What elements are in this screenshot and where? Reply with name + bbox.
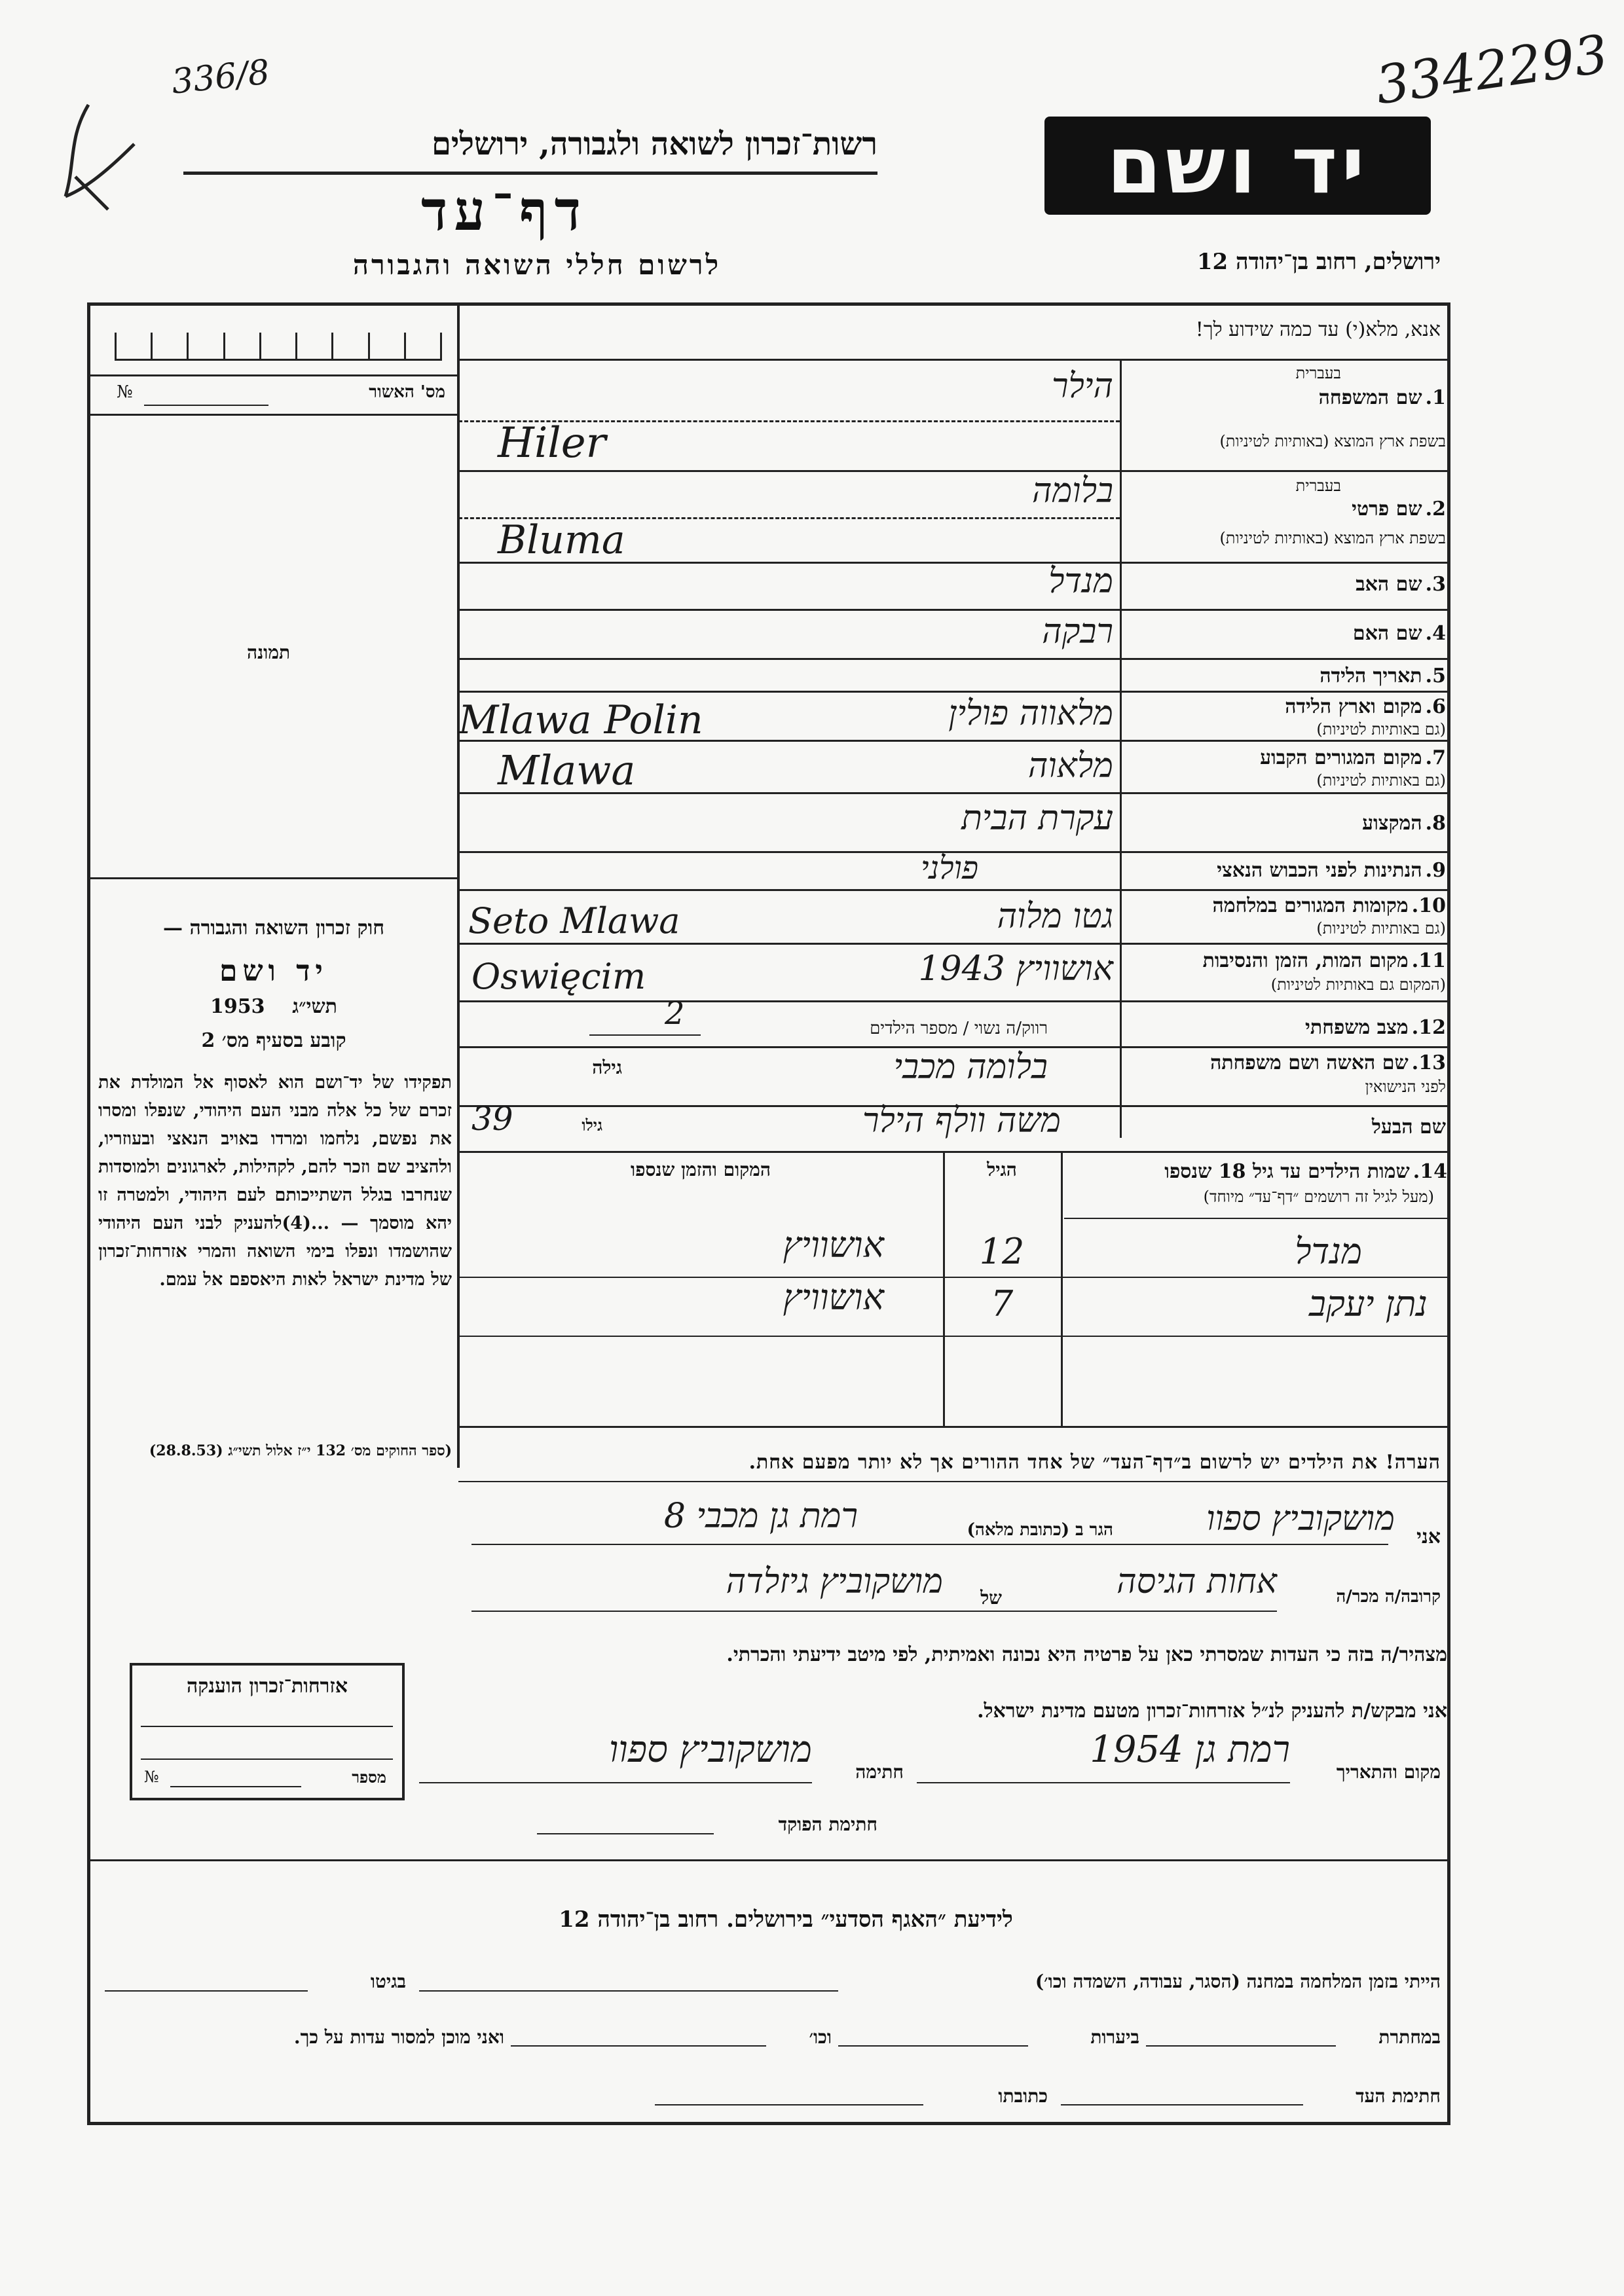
- law-name: יד ושם: [219, 955, 328, 988]
- stamp-number: 3342293: [1372, 23, 1612, 117]
- field-2-value-hebrew: בלומה: [1032, 471, 1113, 511]
- witness-line-1: [471, 1544, 1388, 1545]
- child-2-name: נתן יעקב: [1308, 1283, 1428, 1324]
- children-row-1-line: [458, 1277, 1450, 1278]
- footer-etc-label: וכו׳: [809, 2026, 832, 2048]
- footer-camp-text: הייתי בזמן המלחמה במחנה (הסגר, עבודה, השמדה וכו׳): [1035, 1971, 1441, 1992]
- field-13-age-label: גילה: [592, 1057, 622, 1078]
- field-6-sub: (גם באותיות לטיניות): [1316, 720, 1446, 738]
- field-7-sub: (גם באותיות לטיניות): [1316, 771, 1446, 790]
- child-2-age: 7: [990, 1283, 1014, 1324]
- left-panel-row-3: [88, 877, 458, 879]
- place-date-label: מקום והתאריך: [1336, 1761, 1441, 1783]
- row-line-5: [458, 691, 1450, 693]
- footer-ready-text: ואני מוכן למסור עדות על כך.: [293, 2026, 504, 2048]
- row-line-11: [458, 1000, 1450, 1002]
- footer-witness-signature-line: [1061, 2104, 1303, 2105]
- children-place-header: המקום והזמן שנספו: [631, 1159, 771, 1180]
- left-panel-row-2: [88, 414, 458, 416]
- witness-relation-label: קרובה/ה מכר/ה: [1336, 1587, 1441, 1607]
- footer-etc-line: [511, 2045, 766, 2047]
- footer-forests-label: ביערות: [1090, 2026, 1139, 2048]
- certificate-title: אזרחות־זכרון הוענקה: [186, 1675, 348, 1698]
- place-date-value: רמת גן 1954: [1090, 1728, 1290, 1771]
- field-12-children-count: 2: [665, 995, 685, 1032]
- row-line-10: [458, 943, 1450, 945]
- handwritten-check-mark: [62, 98, 141, 229]
- footer-address-line: [655, 2104, 923, 2105]
- witness-of-label: של: [980, 1587, 1002, 1609]
- field-10-sub: (גם באותיות לטיניות): [1316, 919, 1446, 938]
- field-12-count-line: [589, 1034, 701, 1036]
- law-section: קובע בסעיף מס׳ 2: [201, 1029, 346, 1052]
- certificate-number-label: מספר: [352, 1768, 386, 1787]
- field-11-value-hebrew: אושוויץ 1943: [918, 949, 1113, 989]
- field-9-value: פולני: [920, 850, 979, 886]
- field-10-label: 10. מקומות המגורים במלחמה: [1212, 894, 1446, 917]
- plea-text: אנא, מלא(י) עד כמה שידוע לך!: [1195, 318, 1441, 341]
- footer-underground-label: במחתרת: [1378, 2026, 1441, 2048]
- witness-line-2: [471, 1611, 1277, 1612]
- signature-label: חתימה: [855, 1761, 904, 1783]
- row-line-4: [458, 658, 1450, 660]
- note-line: הערה! את הילדים יש לרשום ב״דף־העד״ של אחד ההורים אך לא יותר מפעם אחת.: [748, 1451, 1441, 1474]
- witness-declaration: מצהיר/ה בזה כי העדות שמסרתי כאן על פרטיה היא נכונה ואמיתית, לפי מיטב ידיעתי והכרתי.: [726, 1643, 1447, 1666]
- children-age-header: הגיל: [987, 1159, 1017, 1180]
- husband-value: משה וולף הילר: [862, 1101, 1061, 1140]
- field-6-value-latin: Mlawa Polin: [458, 697, 703, 743]
- witness-address: רמת גן מכבי 8: [663, 1497, 858, 1536]
- field-1-sub: בשפת ארץ המוצא (באותיות לטיניות): [1219, 432, 1446, 450]
- field-9-label: 9. הנתינות לפני הכבוש הנאצי: [1217, 859, 1446, 882]
- field-3-value: מנדל: [1048, 562, 1113, 601]
- plea-divider: [458, 359, 1450, 361]
- children-note: (מעל לגיל זה רושמים ״דף־עד״ מיוחד): [1203, 1188, 1434, 1206]
- certificate-number-sign: №: [144, 1768, 159, 1786]
- child-1-age: 12: [979, 1231, 1025, 1272]
- law-year-gregorian: 1953: [210, 995, 265, 1018]
- certificate-number-line: [170, 1786, 301, 1787]
- footer-underground-line: [1146, 2045, 1336, 2047]
- child-1-name: מנדל: [1295, 1231, 1362, 1272]
- row-line-9: [458, 889, 1450, 891]
- left-panel-border: [457, 302, 460, 1468]
- child-1-place: אושוויץ: [783, 1224, 884, 1266]
- children-bottom-line: [458, 1426, 1450, 1428]
- field-8-value: עקרת הבית: [961, 799, 1113, 838]
- official-signature-label: חתימת הפוקד: [778, 1813, 877, 1835]
- law-body: תפקידו של יד־ושם הוא לאסוף אל המולדת את זכרם של כל אלה מבני העם היהודי, שנפלו ומסרו את נפשם, נלחמו ומרדו באויב הנאצי ובעוזריו, ולהציב שם וזכר להם, לקהילות, לארגונים ולמוסדות שנחרבו בגלל השתייכותם לעם היהודי, ולמטרה זו יהא מוסמך — ...(4)להעניק לבני העם היהודי שהושמדו ונפלו בימי השואה והמרי אזרחות־זכרון של מדינת ישראל לאות היאספם אל עמם.: [98, 1072, 452, 1290]
- field-1-hebrew-tag: בעברית: [1295, 364, 1341, 382]
- field-11-label: 11. מקום המות, הזמן והנסיבות: [1202, 949, 1446, 972]
- signature-line: [419, 1782, 812, 1783]
- field-12-label: 12. מצב משפחתי: [1305, 1016, 1446, 1039]
- footer-forests-line: [838, 2045, 1028, 2047]
- field-2-value-latin: Bluma: [498, 517, 625, 563]
- husband-age: 39: [471, 1100, 513, 1138]
- children-row-2-line: [458, 1336, 1450, 1337]
- logo-text: יד ושם: [1107, 120, 1369, 211]
- footer-divider: [90, 1859, 1447, 1861]
- law-reference: (ספר החוקים מס׳ 132 י״ז אלול תשי״ג (28.8.53): [149, 1442, 452, 1459]
- field-1-value-hebrew: הילר: [1052, 367, 1113, 406]
- archive-number: 336/8: [170, 52, 272, 102]
- children-col-border-2: [943, 1151, 945, 1426]
- yad-vashem-logo: [1044, 117, 1431, 215]
- row-line-14: [458, 1151, 1450, 1153]
- signature-value: מושקוביץ ספוו: [609, 1728, 812, 1771]
- field-4-value: רבקה: [1042, 612, 1113, 651]
- registration-boxes: [115, 333, 442, 361]
- field-13-label: 13. שם האשה ושם משפחתה: [1210, 1051, 1446, 1074]
- field-10-value-hebrew: גטו מלוה: [997, 897, 1113, 936]
- note-separator: [458, 1481, 1450, 1482]
- field-12-status-options: רווק/ה נשוי / מספר הילדים: [870, 1019, 1048, 1038]
- witness-name: מושקוביץ ספוו: [1206, 1499, 1395, 1539]
- authority-name: רשות־זכרון לשואה ולגבורה, ירושלים: [431, 126, 877, 162]
- children-title: 14. שמות הילדים עד גיל 18 שנספו: [1164, 1160, 1447, 1183]
- field-8-label: 8. המקצוע: [1362, 812, 1446, 835]
- field-1-value-latin: Hiler: [498, 419, 606, 467]
- witness-of-name: מושקוביץ גיזלדה: [726, 1562, 943, 1601]
- field-13-value: בלומה מכבי: [893, 1048, 1048, 1087]
- footer-ghetto-line: [105, 1990, 308, 1992]
- footer-camp-line: [419, 1990, 838, 1992]
- field-7-value-latin: Mlawa: [498, 746, 636, 794]
- field-6-value-hebrew: מלאווה פולין: [948, 694, 1113, 733]
- official-signature-line: [537, 1833, 714, 1834]
- certificate-line-2: [141, 1758, 393, 1760]
- witness-request: אני מבקש/ת להעניק לנ״ל אזרחות־זכרון מטעם מדינת ישראל.: [977, 1700, 1447, 1722]
- field-2-sub: בשפת ארץ המוצא (באותיות לטיניות): [1219, 529, 1446, 547]
- field-7-value-hebrew: מלאוה: [1027, 746, 1113, 786]
- field-6-label: 6. מקום וארץ הלידה: [1285, 695, 1446, 718]
- vashem-address: ירושלים, רחוב בן־יהודה 12: [1196, 249, 1441, 275]
- witness-i-label: אני: [1416, 1525, 1441, 1548]
- children-header-line: [1064, 1218, 1450, 1219]
- form-subtitle: לרשום חללי השואה והגבורה: [352, 249, 722, 281]
- husband-age-label: גילו: [581, 1116, 602, 1135]
- field-11-value-latin: Oswięcim: [471, 956, 646, 997]
- field-2-hebrew-tag: בעברית: [1295, 477, 1341, 495]
- registration-number-label: מס' האשור: [369, 382, 445, 402]
- certificate-line-1: [141, 1726, 393, 1727]
- law-year: [97, 995, 451, 1018]
- field-13-sub: לפני הנישואין: [1365, 1078, 1446, 1096]
- field-11-sub: (המקום גם באותיות לטיניות): [1270, 975, 1446, 994]
- field-1-label: 1. שם המשפחה: [1318, 386, 1446, 409]
- header-rule: [183, 172, 877, 175]
- children-col-border-1: [1061, 1151, 1063, 1426]
- photo-label: תמונה: [246, 642, 291, 663]
- form-title: דף־עד: [420, 178, 587, 243]
- place-date-line: [917, 1782, 1290, 1783]
- law-title: חוק זכרון השואה והגבורה —: [163, 917, 384, 939]
- registration-field-line: [144, 405, 268, 406]
- registration-number-sign: №: [117, 382, 133, 402]
- field-10-value-latin: Seto Mlawa: [468, 900, 680, 941]
- field-5-label: 5. תאריך הלידה: [1320, 665, 1446, 687]
- field-4-label: 4. שם האם: [1352, 622, 1446, 645]
- law-year-hebrew: תשי״ג: [292, 995, 337, 1018]
- witness-relation: אחות הגיסה: [1116, 1562, 1277, 1601]
- field-3-label: 3. שם האב: [1356, 573, 1446, 596]
- left-panel-row-1: [88, 374, 458, 376]
- child-2-place: אושוויץ: [783, 1277, 884, 1318]
- row-line-3: [458, 609, 1450, 611]
- field-7-label: 7. מקום המגורים הקבוע: [1260, 746, 1446, 769]
- witness-resides-label: הגר ב (כתובת מלאה): [967, 1520, 1113, 1540]
- husband-label: שם הבעל: [1371, 1116, 1446, 1139]
- field-2-label: 2. שם פרטי: [1352, 498, 1446, 520]
- footer-address-label: כתובתו: [998, 2085, 1048, 2107]
- label-column-border: [1120, 359, 1122, 1138]
- footer-title: לידיעת ״האגף הסדעי״ בירושלים. רחוב בן־יהודה 12: [559, 1906, 1013, 1933]
- footer-ghetto-label: בגיטו: [370, 1971, 406, 1992]
- footer-witness-signature-label: חתימת העד: [1356, 2085, 1441, 2107]
